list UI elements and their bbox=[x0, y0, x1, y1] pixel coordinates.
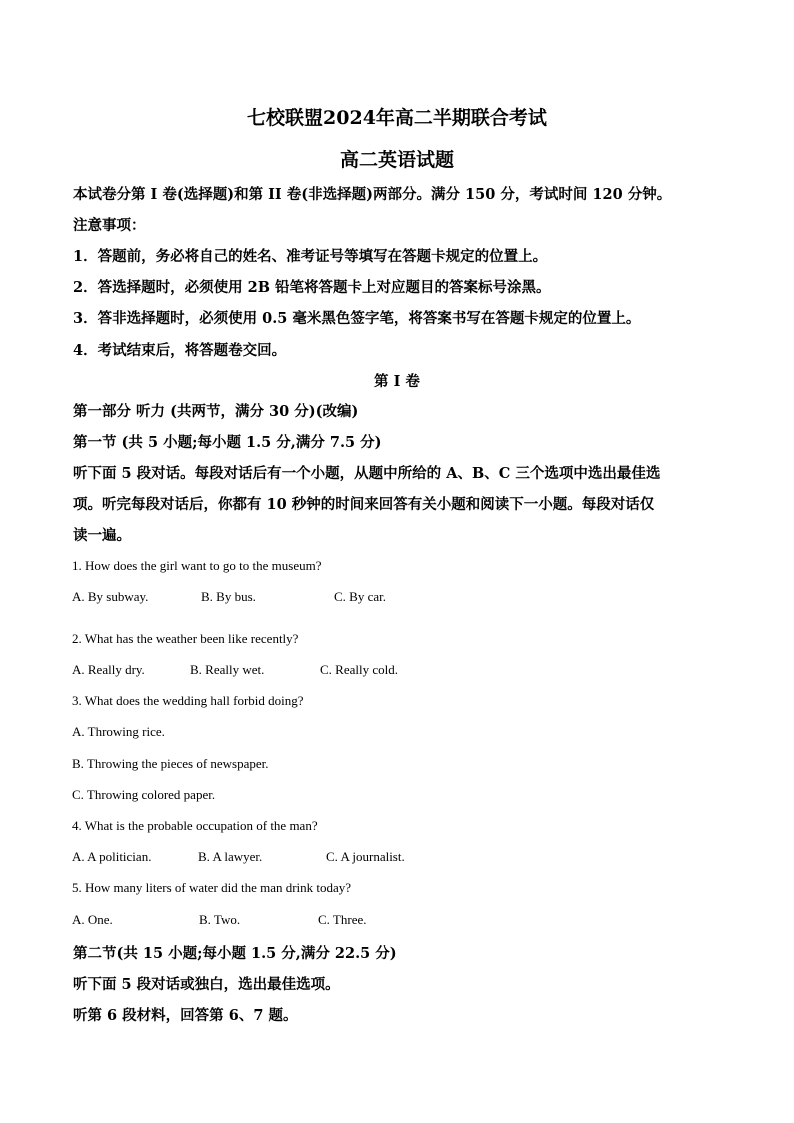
question-stem: 4. What is the probable occupation of the man? bbox=[72, 818, 318, 833]
option-a: A. By subway. bbox=[72, 589, 149, 604]
option-a: A. One. bbox=[72, 912, 113, 927]
option-c: C. Really cold. bbox=[320, 662, 398, 677]
note-item: 4．考试结束后，将答题卷交回。 bbox=[73, 342, 287, 359]
part1-heading: 第一部分 听力 (共两节，满分 30 分)(改编) bbox=[73, 403, 359, 420]
option-c: C. By car. bbox=[334, 589, 386, 604]
option-b: B. Two. bbox=[199, 912, 241, 927]
section1-instruction-line: 听下面 5 段对话。每段对话后有一个小题，从题中所给的 A、B、C 三个选项中选出最佳选 bbox=[73, 465, 661, 482]
question-stem: 5. How many liters of water did the man drink today? bbox=[72, 880, 352, 895]
option-a: A. Throwing rice. bbox=[72, 724, 165, 739]
question-stem: 3. What does the wedding hall forbid doing? bbox=[72, 693, 304, 708]
material6-instruction: 听第 6 段材料，回答第 6、7 题。 bbox=[73, 1007, 298, 1024]
exam-intro: 本试卷分第 I 卷(选择题)和第 II 卷(非选择题)两部分。满分 150 分，考试时间 120 分钟。 bbox=[73, 186, 672, 203]
option-c: C. Three. bbox=[318, 912, 367, 927]
section1-instruction-line: 读一遍。 bbox=[73, 527, 131, 544]
option-b: B. By bus. bbox=[201, 589, 256, 604]
section2-heading: 第二节(共 15 小题;每小题 1.5 分,满分 22.5 分) bbox=[73, 945, 397, 962]
option-c: C. Throwing colored paper. bbox=[72, 787, 216, 802]
section2-instruction: 听下面 5 段对话或独白，选出最佳选项。 bbox=[73, 976, 340, 993]
question-stem: 1. How does the girl want to go to the museum? bbox=[72, 558, 322, 573]
option-a: A. A politician. bbox=[72, 849, 152, 864]
option-b: B. A lawyer. bbox=[198, 849, 263, 864]
exam-subtitle: 高二英语试题 bbox=[339, 149, 454, 171]
note-item: 2．答选择题时，必须使用 2B 铅笔将答题卡上对应题目的答案标号涂黑。 bbox=[73, 279, 551, 296]
question-stem: 2. What has the weather been like recently? bbox=[72, 631, 299, 646]
option-c: C. A journalist. bbox=[326, 849, 405, 864]
option-b: B. Really wet. bbox=[190, 662, 265, 677]
option-b: B. Throwing the pieces of newspaper. bbox=[72, 756, 269, 771]
exam-title: 七校联盟2024年高二半期联合考试 bbox=[247, 107, 547, 129]
section1-heading: 第一节 (共 5 小题;每小题 1.5 分,满分 7.5 分) bbox=[73, 434, 382, 451]
notes-heading: 注意事项： bbox=[73, 217, 146, 234]
note-item: 1．答题前，务必将自己的姓名、准考证号等填写在答题卡规定的位置上。 bbox=[73, 248, 548, 265]
section1-instruction-line: 项。听完每段对话后，你都有 10 秒钟的时间来回答有关小题和阅读下一小题。每段对话仅 bbox=[73, 496, 655, 513]
note-item: 3．答非选择题时，必须使用 0.5 毫米黑色签字笔，将答案书写在答题卡规定的位置上。 bbox=[73, 310, 641, 327]
volume-label: 第 I 卷 bbox=[374, 373, 420, 390]
option-a: A. Really dry. bbox=[72, 662, 145, 677]
